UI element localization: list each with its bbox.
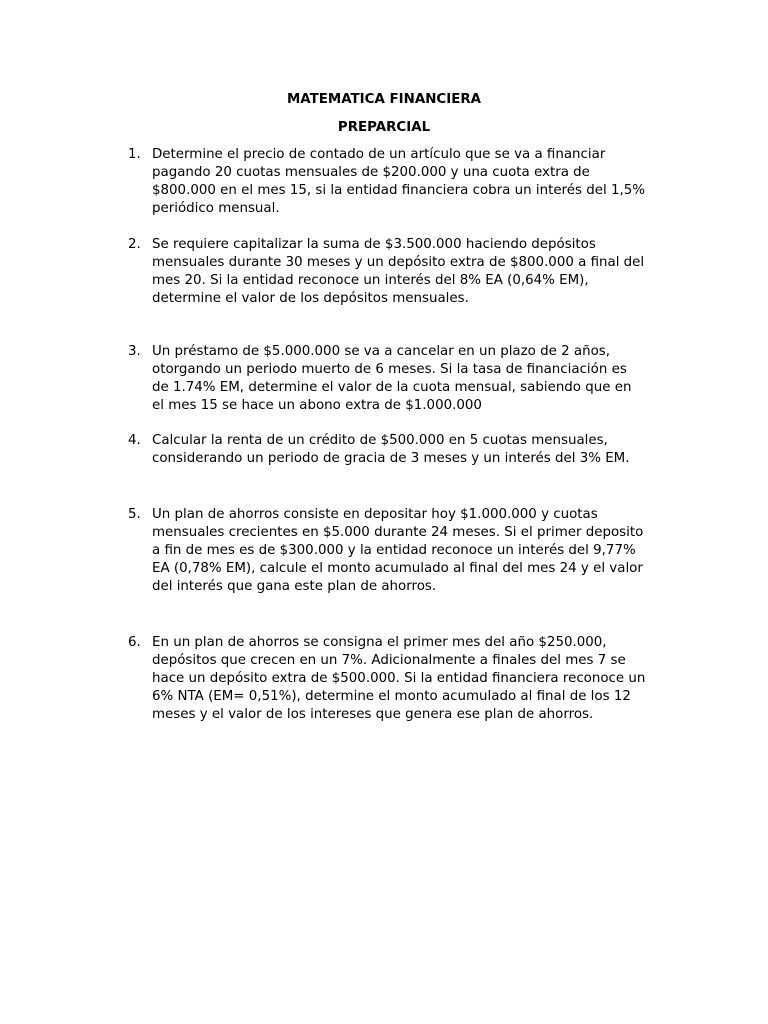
question-number: 5. — [128, 507, 141, 522]
question-line: pagando 20 cuotas mensuales de $200.000 y una cuota extra de — [152, 165, 590, 180]
question-line: hace un depósito extra de $500.000. Si la entidad financiera reconoce un — [152, 671, 646, 686]
question-line: Se requiere capitalizar la suma de $3.500.000 haciendo depósitos — [152, 237, 596, 252]
question-line: el mes 15 se hace un abono extra de $1.000.000 — [152, 398, 482, 413]
question-line: determine el valor de los depósitos mensuales. — [152, 291, 469, 306]
document-title: MATEMATICA FINANCIERA — [286, 92, 482, 107]
question-text — [152, 634, 664, 724]
question-text — [152, 236, 664, 308]
question-line: meses y el valor de los intereses que genera ese plan de ahorros. — [152, 707, 594, 722]
question-number: 2. — [128, 237, 141, 252]
question-line: otorgando un periodo muerto de 6 meses. Si la tasa de financiación es — [152, 362, 627, 377]
question-line: 6% NTA (EM= 0,51%), determine el monto acumulado al final de los 12 — [152, 689, 631, 704]
question-line: a fin de mes es de $300.000 y la entidad reconoce un interés del 9,77% — [152, 543, 636, 558]
question-line: de 1.74% EM, determine el valor de la cuota mensual, sabiendo que en — [152, 380, 632, 395]
question-line: Un préstamo de $5.000.000 se va a cancelar en un plazo de 2 años, — [152, 344, 611, 359]
question-line: $800.000 en el mes 15, si la entidad financiera cobra un interés del 1,5% — [152, 183, 645, 198]
question-text — [152, 506, 664, 596]
question-text — [152, 343, 664, 415]
question-number: 1. — [128, 147, 141, 162]
question-line: del interés que gana este plan de ahorros. — [152, 579, 437, 594]
question-number: 6. — [128, 635, 141, 650]
question-line: considerando un periodo de gracia de 3 meses y un interés del 3% EM. — [152, 451, 630, 466]
question-line: mensuales durante 30 meses y un depósito extra de $800.000 a final del — [152, 255, 645, 270]
question-line: depósitos que crecen en un 7%. Adicionalmente a finales del mes 7 se — [152, 653, 626, 668]
question-line: mensuales crecientes en $5.000 durante 24 meses. Si el primer deposito — [152, 525, 644, 540]
question-number: 4. — [128, 433, 141, 448]
question-line: En un plan de ahorros se consigna el primer mes del año $250.000, — [152, 635, 607, 650]
question-line: mes 20. Si la entidad reconoce un interés del 8% EA (0,64% EM), — [152, 273, 589, 288]
question-text — [152, 432, 664, 468]
document-subtitle: PREPARCIAL — [337, 120, 431, 135]
question-line: Calcular la renta de un crédito de $500.000 en 5 cuotas mensuales, — [152, 433, 608, 448]
question-line: Un plan de ahorros consiste en depositar hoy $1.000.000 y cuotas — [152, 507, 598, 522]
question-text — [152, 146, 664, 218]
question-line: periódico mensual. — [152, 201, 280, 216]
question-number: 3. — [128, 344, 141, 359]
question-line: EA (0,78% EM), calcule el monto acumulado al final del mes 24 y el valor — [152, 561, 643, 576]
question-line: Determine el precio de contado de un artículo que se va a financiar — [152, 147, 606, 162]
